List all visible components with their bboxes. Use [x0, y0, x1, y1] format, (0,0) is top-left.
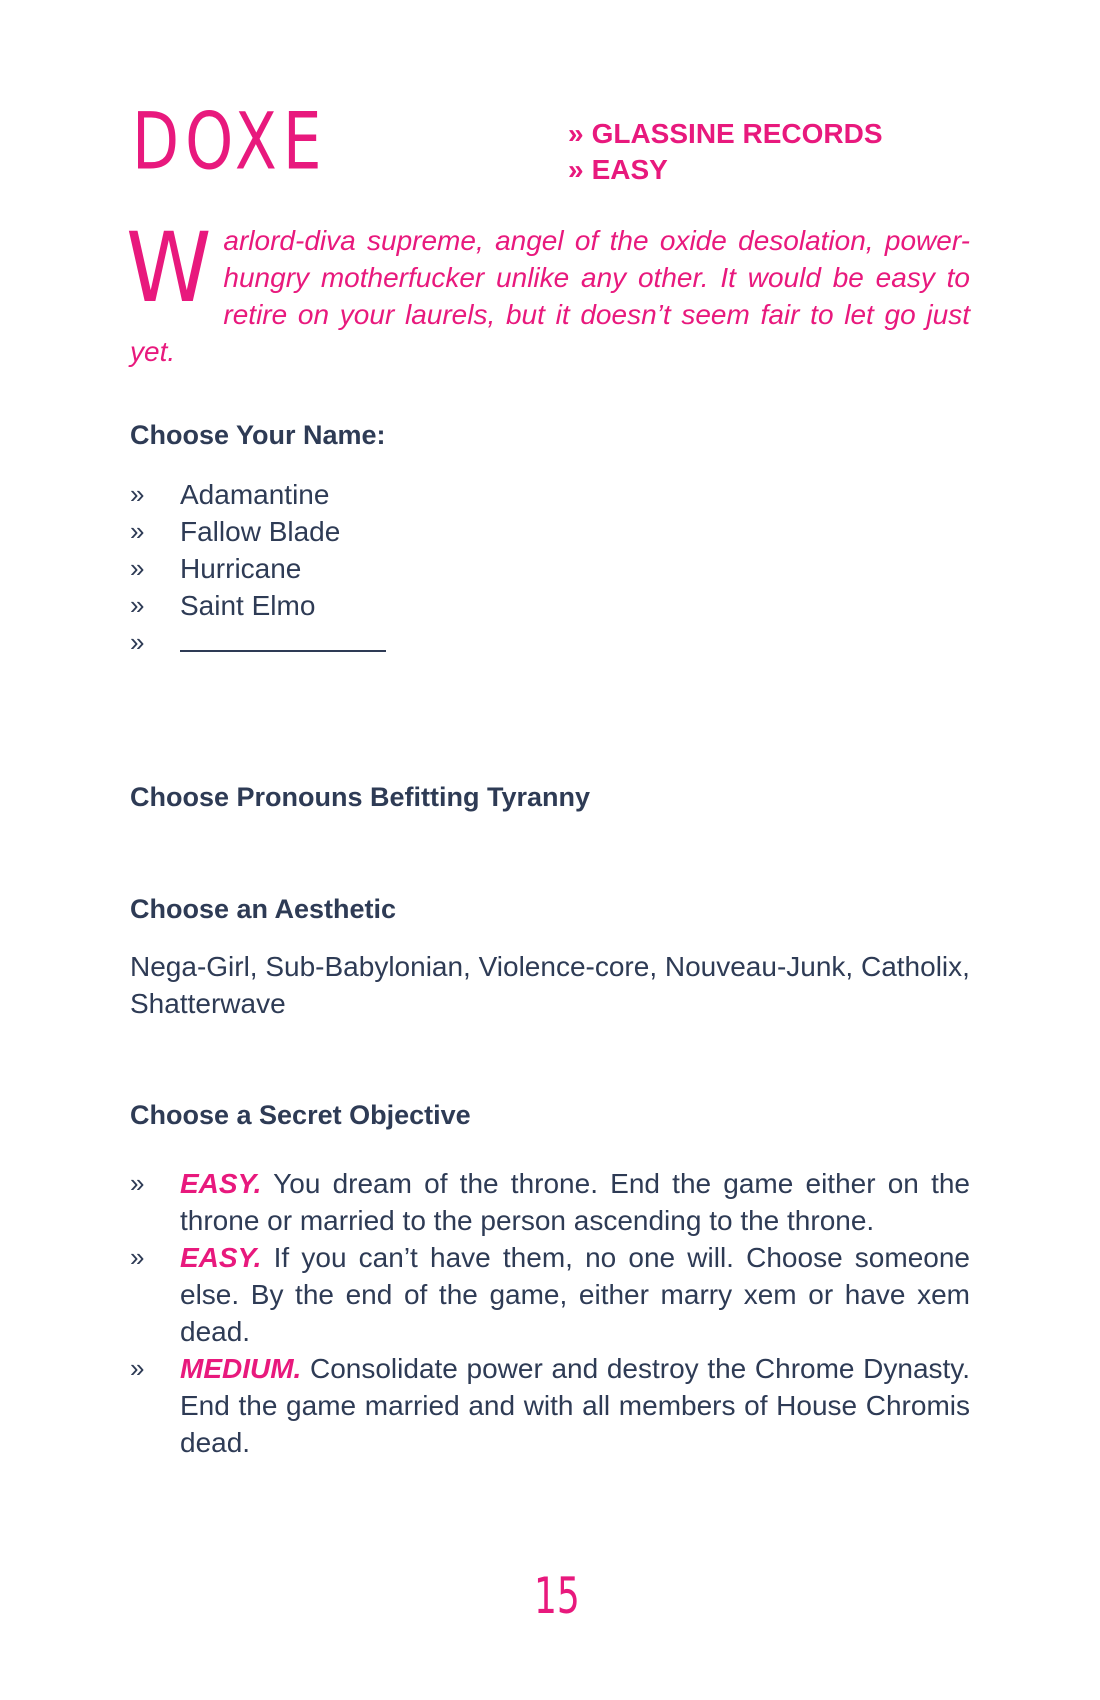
intro-paragraph: [126, 212, 970, 370]
meta-difficulty: » EASY: [568, 154, 668, 185]
objectives-list: [130, 1165, 970, 1461]
drop-cap: W: [126, 212, 212, 324]
double-chevron-icon: »: [130, 1242, 145, 1272]
double-chevron-icon: »: [130, 479, 145, 509]
double-chevron-icon: »: [130, 516, 145, 546]
double-chevron-icon: »: [130, 1353, 145, 1383]
double-chevron-icon: »: [130, 1168, 145, 1198]
blank-fill-line: [180, 628, 386, 652]
pronouns-heading: Choose Pronouns Befitting Tyranny: [130, 782, 591, 812]
list-item-blank: [130, 624, 970, 661]
double-chevron-icon: »: [568, 154, 584, 185]
objective-item: » EASY. If you can’t have them, no one will. Choose someone else. By the end of the game, either marry xem or have xem dead.: [130, 1239, 970, 1350]
intro-text: arlord-diva supreme, angel of the oxide desolation, power-hungry motherfucker unlike any other. It would be easy to retire on your laurels, but it doesn’t seem fair to let go just yet.: [130, 225, 970, 367]
name-options-list: [130, 476, 970, 661]
double-chevron-icon: »: [568, 118, 584, 149]
aesthetic-options: Nega-Girl, Sub-Babylonian, Violence-core, Nouveau-Junk, Catholix, Shatterwave: [130, 951, 970, 1019]
double-chevron-icon: »: [130, 590, 145, 620]
difficulty-label: EASY.: [180, 1168, 262, 1199]
objective-heading: Choose a Secret Objective: [130, 1100, 471, 1130]
aesthetic-heading: Choose an Aesthetic: [130, 894, 397, 924]
objective-item: » MEDIUM. Consolidate power and destroy the Chrome Dynasty. End the game married and with all members of House Chromis dead.: [130, 1350, 970, 1461]
list-item: » Hurricane: [130, 550, 970, 587]
double-chevron-icon: »: [130, 553, 145, 583]
double-chevron-icon: »: [130, 627, 145, 657]
meta-label: » GLASSINE RECORDS: [568, 118, 883, 149]
character-title: DOXE: [132, 97, 328, 188]
difficulty-label: EASY.: [180, 1242, 262, 1273]
character-meta: [568, 116, 883, 188]
list-item: » Saint Elmo: [130, 587, 970, 624]
list-item: » Fallow Blade: [130, 513, 970, 550]
page-number: 15: [534, 1568, 580, 1626]
name-heading: Choose Your Name:: [130, 420, 386, 450]
difficulty-label: MEDIUM.: [180, 1353, 302, 1384]
objective-item: » EASY. You dream of the throne. End the game either on the throne or married to the person ascending to the throne.: [130, 1165, 970, 1239]
list-item: » Adamantine: [130, 476, 970, 513]
